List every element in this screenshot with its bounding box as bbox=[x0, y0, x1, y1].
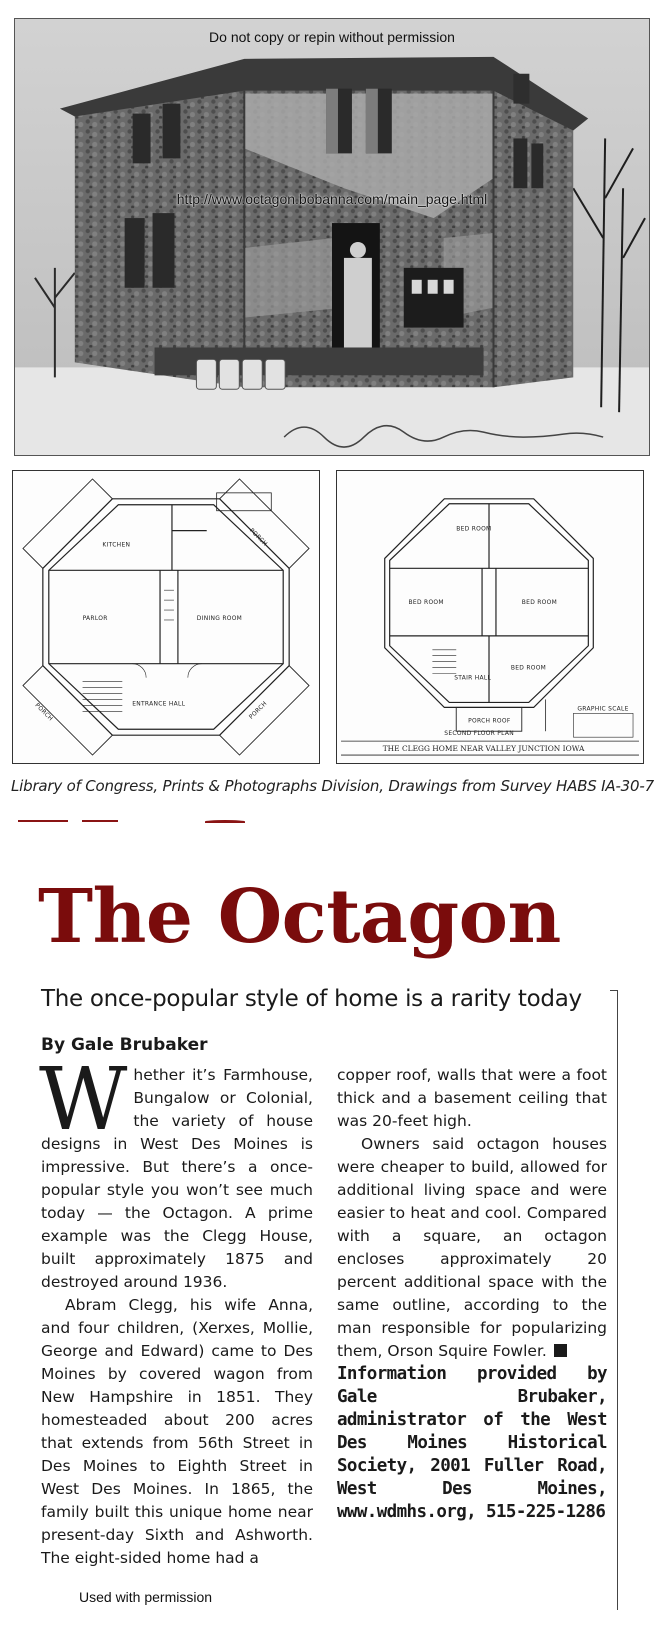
first-floor-plan bbox=[12, 470, 320, 764]
image-credit-caption: Library of Congress, Prints & Photographs Division, Drawings from Survey HABS IA-30-7 bbox=[11, 777, 654, 795]
room-label-porch-roof: PORCH ROOF bbox=[468, 717, 511, 725]
column-rule-tick bbox=[610, 990, 618, 991]
room-label-bed-room-1: BED ROOM bbox=[456, 525, 492, 533]
room-label-porch-sw: PORCH bbox=[33, 701, 55, 723]
room-label-bed-room-4: BED ROOM bbox=[510, 664, 547, 672]
room-label-parlor: PARLOR bbox=[82, 614, 108, 622]
decorative-rule bbox=[18, 820, 68, 822]
octagon-house-illustration bbox=[15, 19, 649, 455]
end-of-story-mark bbox=[554, 1344, 567, 1357]
room-label-porch-se: PORCH bbox=[247, 700, 269, 721]
usage-permission-note: Used with permission bbox=[79, 1589, 213, 1605]
watermark-url: http://www.octagon.bobanna.com/main_page.html bbox=[176, 191, 488, 207]
room-label-stair-hall: STAIR HALL bbox=[454, 674, 492, 682]
article-column-right bbox=[337, 1064, 607, 1524]
article-subhead: The once-popular style of home is a rarity today bbox=[41, 986, 582, 1012]
room-label-porch-ne: PORCH bbox=[248, 527, 269, 548]
paragraph-3-text: Owners said octagon houses were cheaper to build, allowed for additional living space and were easier to heat and cool. Compared with a square, an octagon encloses approximately 20 percent additional space with the same outline, according to the man responsible for popularizing them, Orson Squire Fowler. bbox=[337, 1135, 607, 1360]
article-paragraph-2: Abram Clegg, his wife Anna, and four children, (Xerxes, Mollie, George and Edward) came to Des Moines by covered wagon from New Hampshire in 1851. They homesteaded about 200 acres that extends from 56th Street in Des Moines to Eighth Street in West Des Moines. In 1865, the family built this unique home near present-day Sixth and Ashworth. The eight-sided home had a bbox=[41, 1296, 313, 1567]
room-label-dining-room: DINING ROOM bbox=[196, 614, 243, 622]
decorative-rule bbox=[205, 820, 245, 823]
drop-cap: W bbox=[39, 1050, 128, 1150]
room-label-bed-room-3: BED ROOM bbox=[521, 599, 558, 607]
first-floor-plan-drawing bbox=[13, 471, 319, 763]
article-headline: The Octagon bbox=[38, 874, 561, 960]
sheet-title: THE CLEGG HOME NEAR VALLEY JUNCTION IOWA bbox=[382, 744, 585, 754]
column-rule bbox=[617, 990, 618, 1610]
room-label-bed-room-2: BED ROOM bbox=[408, 599, 444, 607]
article-paragraph-1 bbox=[39, 1050, 313, 1294]
article-paragraph-2-continued: copper roof, walls that were a foot thick and a basement ceiling that was 20-feet high. bbox=[337, 1066, 607, 1130]
watermark-notice: Do not copy or repin without permission bbox=[209, 29, 455, 45]
paragraph-1-text: hether it’s Farmhouse, Bungalow or Colonial, the variety of house designs in West Des Moines is impressive. But there’s a once-popular style you won’t see much today — the Octagon. A prime example was the Clegg House, built approximately 1875 and destroyed around 1936. bbox=[41, 1066, 313, 1291]
room-label-entrance-hall: ENTRANCE HALL bbox=[132, 700, 186, 708]
historic-house-photo bbox=[14, 18, 650, 456]
second-floor-plan-drawing bbox=[337, 471, 643, 763]
plan-title-second-floor: SECOND FLOOR PLAN bbox=[444, 730, 515, 738]
source-information: Information provided by Gale Brubaker, administrator of the West Des Moines Historical Society, 2001 Fuller Road, West Des Moines, www.wdmhs.org, 515-225-1286 bbox=[337, 1364, 607, 1522]
room-label-kitchen: KITCHEN bbox=[102, 541, 131, 549]
decorative-rule bbox=[82, 820, 118, 822]
article-paragraph-3 bbox=[337, 1133, 607, 1363]
second-floor-plan bbox=[336, 470, 644, 764]
article-byline: By Gale Brubaker bbox=[41, 1035, 208, 1055]
graphic-scale-label: GRAPHIC SCALE bbox=[577, 705, 629, 713]
article-column-left bbox=[39, 1050, 313, 1570]
